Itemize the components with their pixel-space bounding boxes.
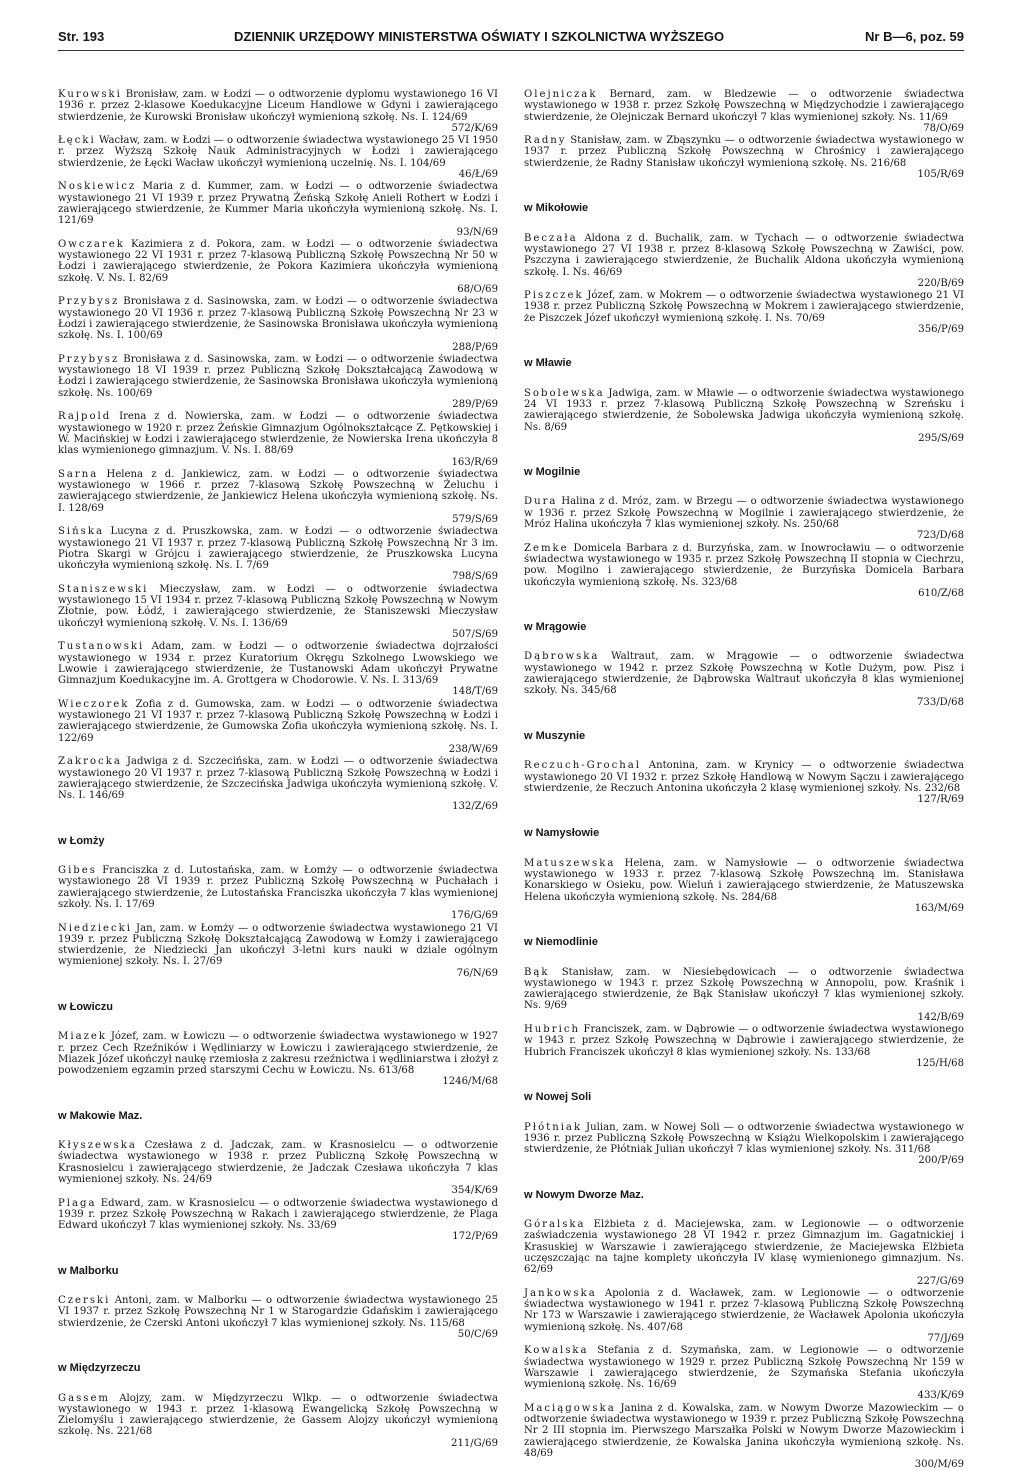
entry-reference: 93/N/69 bbox=[456, 226, 498, 238]
notice-entry bbox=[524, 1288, 964, 1344]
notice-entry bbox=[524, 1122, 964, 1167]
entry-reference: 46/Ł/69 bbox=[458, 169, 498, 181]
columns bbox=[58, 89, 964, 1471]
entry-reference: 125/H/68 bbox=[916, 1057, 964, 1069]
town-heading: w Mrągowie bbox=[524, 621, 587, 634]
town-heading: w Międzyrzeczu bbox=[58, 1362, 141, 1375]
entry-text: Jan, zam. w Łomży — o odtworzenie świadectwa wystawionego 21 VI 1939 r. przez Publiczną Szkołę Dokształcającą Zawodową w Łomży i zawierającego stwierdzenie, że Niedziecki Jan ukończył 3-letni kurs nauki w dziale ogólnym wymienionej szkoły. Ns. I. 27/69 bbox=[58, 922, 498, 968]
notice-entry bbox=[58, 865, 498, 921]
entry-reference: 127/R/69 bbox=[917, 794, 964, 806]
entry-text: Maria z d. Kummer, zam. w Łodzi — o odtworzenie świadectwa wystawionego 21 VI 1939 r. przez Prywatną Żeńską Szkołę Anieli Rothert w Łodzi i zawierającego stwierdzenie, że Kummer Maria ukończyła wymienioną szkołę. Ns. I. 121/69 bbox=[58, 181, 498, 227]
entry-reference: 163/R/69 bbox=[451, 456, 498, 468]
entry-surname: Dąbrowska bbox=[524, 651, 600, 663]
entry-text: Helena z d. Jankiewicz, zam. w Łodzi — o odtworzenie świadectwa wystawionego w 1966 r. przez 7-klasową Szkołę Powszechną w Żeluchu i zawierającego stwierdzenie, że Jankiewicz Helena ukończyła wymienioną szkołę. Ns. I. 128/69 bbox=[58, 468, 498, 514]
notice-entry bbox=[524, 290, 964, 335]
notice-entry bbox=[58, 584, 498, 640]
notice-entry bbox=[524, 388, 964, 444]
entry-text: Józef, zam. w Mokrem — o odtworzenie świadectwa wystawionego 21 VI 1938 r. przez Publiczną Szkołę Powszechną w Mokrem i zawierającego stwierdzenie, że Piszczek Józef ukończył wymienioną szkołę. I. Ns. 70/69 bbox=[524, 290, 964, 324]
entry-reference: 77/J/69 bbox=[927, 1333, 964, 1344]
page-header bbox=[58, 24, 964, 51]
entry-text: Julian, zam. w Nowej Soli — o odtworzenie świadectwa wystawionego w 1936 r. przez Publiczną Szkołę Powszechną w Książu Wielkopolskim i zawierającego stwierdzenie, że Płótniak Julian ukończył 7 klas wymienionej szkoły. Ns. 311/68 bbox=[524, 1121, 964, 1156]
notice-entry bbox=[58, 469, 498, 525]
town-heading: w Łomży bbox=[58, 834, 105, 847]
entry-reference: 211/G/69 bbox=[451, 1437, 498, 1449]
entry-text: Aldona z d. Buchalik, zam. w Tychach — o odtworzenie świadectwa wystawionego 27 VI 1938 r. przez 8-klasową Szkołę Powszechną w Zawiści, pow. Pszczyna i zawierającego stwierdzenie, że Buchalik Aldona ukończyła wymienioną szkołę. I. Ns. 46/69 bbox=[524, 232, 964, 278]
entry-text: Irena z d. Nowierska, zam. w Łodzi — o odtworzenie świadectwa wystawionego w 1920 r. przez Żeńskie Gimnazjum Ogólnokształcące Z. Pętkowskiej i W. Macińskiej w Łodzi i zawierającego stwierdzenie, że Nowierska Irena ukończyła 8 klas wymienionego gimnazjum. V. Ns. I. 88/69 bbox=[58, 411, 498, 457]
notice-entry bbox=[524, 1403, 964, 1471]
entry-reference: 295/S/69 bbox=[918, 432, 964, 444]
entry-surname: Tustanowski bbox=[58, 641, 145, 653]
entry-reference: 579/S/69 bbox=[452, 513, 498, 525]
entry-surname: Kłyszewska bbox=[58, 1140, 137, 1152]
notice-entry bbox=[58, 1393, 498, 1449]
entry-text: Wacław, zam. w Łodzi — o odtworzenie świadectwa wystawionego 25 VI 1950 r. przez Wyższą Szkołę Nauk Administracyjnych w Łodzi i zawierającego stwierdzenie, że Łęcki Wacław ukończył wymienioną uczelnię. Ns. I. 104/69 bbox=[58, 135, 498, 169]
town-heading: w Mogilnie bbox=[524, 466, 581, 479]
entry-text: Franciszka z d. Lutostańska, zam. w Łomży — o odtworzenie świadectwa wystawionego 28 VI 1939 r. przez Publiczną Szkołę Powszechną w Puchałach i zawierającego stwierdzenie, że Lutostańska Franciszka ukończyła 7 klas wymienionej szkoły. Ns. I. 17/69 bbox=[58, 865, 498, 910]
entry-reference: 148/T/69 bbox=[452, 686, 498, 698]
entry-surname: Hubrich bbox=[524, 1024, 580, 1036]
entry-surname: Zakrocka bbox=[58, 756, 122, 768]
entry-surname: Kowalska bbox=[524, 1345, 589, 1357]
left-column bbox=[58, 89, 498, 1471]
entry-text: Antoni, zam. w Malborku — o odtworzenie świadectwa wystawionego 25 VI 1937 r. przez Szkołę Powszechną Nr 1 w Starogardzie Gdańskim i zawierającego stwierdzenie, że Czerski Antoni ukończył 7 klas wymienionej szkoły. Ns. 115/68 bbox=[58, 1295, 498, 1329]
notice-entry bbox=[58, 411, 498, 467]
town-heading: w Niemodlinie bbox=[524, 936, 598, 949]
entry-reference: 78/O/69 bbox=[923, 122, 964, 134]
notice-entry bbox=[58, 526, 498, 582]
entry-surname: Bąk bbox=[524, 966, 550, 978]
entry-surname: Owczarek bbox=[58, 238, 125, 250]
notice-entry bbox=[58, 181, 498, 237]
town-heading: w Muszynie bbox=[524, 729, 586, 742]
entry-text: Bronisława z d. Sasinowska, zam. w Łodzi — o odtworzenie świadectwa wystawionego 18 VI 1939 r. przez Publiczną Szkołę Dokształcającą Zawodową w Łodzi i zawierającego stwierdzenie, że Sasinowska Bronisława ukończyła wymienioną szkołę. Ns. 100/69 bbox=[58, 353, 498, 399]
entry-surname: Sińska bbox=[58, 526, 104, 538]
notice-entry bbox=[524, 1024, 964, 1069]
notice-entry bbox=[524, 543, 964, 599]
entry-surname: Radny bbox=[524, 135, 567, 147]
entry-text: Bronisława z d. Sasinowska, zam. w Łodzi — o odtworzenie świadectwa wystawionego 20 VI 1936 r. przez 7-klasową Publiczną Szkołę Powszechną Nr 23 w Łodzi i zawierającego stwierdzenie, że Sasinowska Bronisława ukończyła wymienioną szkołę. Ns. I. 100/69 bbox=[58, 296, 498, 342]
entry-text: Apolonia z d. Wacławek, zam. w Legionowie — o odtworzenie świadectwa wystawionego w 1941 r. przez 7-klasową Publiczną Szkołę Powszechną Nr 173 w Warszawie i zawierającego stwierdzenie, że Wacławek Apolonia ukończyła wymienioną szkołę. Ns. 407/68 bbox=[524, 1287, 964, 1333]
entry-text: Jadwiga, zam. w Mławie — o odtworzenie świadectwa wystawionego 24 VI 1933 r. przez 7-klasową Publiczną Szkołę Powszechną w Szreńsku i zawierającego stwierdzenie, że Sobolewska Jadwiga ukończyła wymienioną szkołę. Ns. 8/69 bbox=[524, 387, 964, 433]
notice-entry bbox=[58, 756, 498, 812]
entry-text: Jadwiga z d. Szczecińska, zam. w Łodzi — o odtworzenie świadectwa wystawionego 20 VI 1937 r. przez 7-klasową Publiczną Szkołę Powszechną w Łodzi i zawierającego stwierdzenie, że Szczecińska Jadwiga ukończyła wymienioną szkołę. V. Ns. I. 146/69 bbox=[58, 756, 498, 802]
notice-entry bbox=[58, 239, 498, 295]
entry-reference: 723/D/68 bbox=[916, 530, 964, 542]
entry-text: Waltraut, zam. w Mrągowie — o odtworzenie świadectwa wystawionego w 1942 r. przez Szkołę Powszechną w Kotle Dużym, pow. Pisz i zawierającego stwierdzenie, że Dąbrowska Waltraut ukończyła 8 klas wymienionej szkoły. Ns. 345/68 bbox=[524, 651, 964, 697]
entry-surname: Przybysz bbox=[58, 296, 120, 308]
entry-text: Helena, zam. w Namysłowie — o odtworzenie świadectwa wystawionego w 1933 r. przez 7-klasową Szkołę Powszechną im. Stanisława Konarskiego w Osieku, pow. Wieluń i zawierającego stwierdzenie, że Matuszewska Helena ukończyła wymienioną szkołę. Ns. 284/68 bbox=[524, 857, 964, 903]
entry-text: Mieczysław, zam. w Łodzi — o odtworzenie świadectwa wystawionego 15 VI 1934 r. przez 7-klasową Publiczną Szkołę Powszechną w Nowym Złotnie, pow. Łódź, i zawierającego stwierdzenie, że Staniszewski Mieczysław ukończył wymienioną szkołę. V. Ns. I. 136/69 bbox=[58, 583, 498, 629]
notice-entry bbox=[524, 1345, 964, 1401]
entry-surname: Jankowska bbox=[524, 1287, 597, 1299]
notice-entry bbox=[58, 641, 498, 697]
notice-entry bbox=[58, 923, 498, 979]
notice-entry bbox=[524, 651, 964, 707]
notice-entry bbox=[524, 496, 964, 541]
entry-surname: Reczuch-Grochal bbox=[524, 760, 641, 772]
notice-entry bbox=[58, 354, 498, 410]
notice-entry bbox=[524, 858, 964, 914]
entry-reference: 798/S/69 bbox=[452, 571, 498, 583]
town-heading: w Makowie Maz. bbox=[58, 1109, 143, 1122]
entry-reference: 354/K/69 bbox=[451, 1185, 498, 1197]
entry-reference: 200/P/69 bbox=[918, 1155, 964, 1167]
page-number: Str. 193 bbox=[58, 29, 105, 44]
entry-reference: 68/O/69 bbox=[457, 284, 498, 296]
entry-reference: 50/C/69 bbox=[457, 1328, 498, 1340]
entry-surname: Plaga bbox=[58, 1197, 97, 1209]
entry-surname: Piszczek bbox=[524, 290, 584, 302]
notice-entry bbox=[524, 89, 964, 134]
entry-reference: 356/P/69 bbox=[918, 324, 964, 336]
entry-surname: Zemke bbox=[524, 542, 569, 554]
entry-reference: 238/W/69 bbox=[448, 743, 498, 755]
notice-entry bbox=[58, 135, 498, 180]
entry-text: Zofia z d. Gumowska, zam. w Łodzi — o odtworzenie świadectwa wystawionego 21 VI 1937 r. przez 7-klasową Publiczną Szkołę Powszechną w Łodzi i zawierającego stwierdzenie, że Gumowska Zofia ukończyła wymienioną szkołę. Ns. I. 122/69 bbox=[58, 698, 498, 744]
notice-entry bbox=[58, 89, 498, 134]
notice-entry bbox=[524, 1219, 964, 1287]
entry-text: Halina z d. Mróz, zam. w Brzegu — o odtworzenie świadectwa wystawionego w 1936 r. przez Szkołę Powszechną w Mogilnie i zawierającego stwierdzenie, że Mróz Halina ukończyła 7 klas wymienionej szkoły. Ns. 250/68 bbox=[524, 496, 964, 531]
entry-reference: 220/B/69 bbox=[917, 277, 964, 289]
entry-reference: 433/K/69 bbox=[917, 1390, 964, 1402]
entry-surname: Sobolewska bbox=[524, 387, 605, 399]
entry-surname: Sarna bbox=[58, 468, 99, 480]
entry-reference: 289/P/69 bbox=[452, 399, 498, 411]
entry-surname: Niedziecki bbox=[58, 922, 133, 934]
notice-entry bbox=[524, 760, 964, 805]
notice-entry bbox=[524, 967, 964, 1023]
entry-reference: 610/Z/68 bbox=[918, 587, 964, 599]
entry-reference: 1246/M/68 bbox=[442, 1076, 498, 1088]
entry-text: Stefania z d. Szymańska, zam. w Legionowie — o odtworzenie świadectwa wystawionego w 1929 r. przez Publiczną Szkołę Powszechną Nr 159 w Warszawie i zawierającego stwierdzenie, że Szymańska Stefania ukończyła wymienioną szkołę. Ns. 16/69 bbox=[524, 1345, 964, 1391]
entry-reference: 172/P/69 bbox=[452, 1231, 498, 1243]
entry-text: Lucyna z d. Pruszkowska, zam. w Łodzi — o odtworzenie świadectwa wystawionego 21 VI 1937 r. przez 7-klasową Publiczną Szkołę Powszechną Nr 3 im. Piotra Skargi w Grójcu i zawierającego stwierdzenie, że Pruszkowska Lucyna ukończyła wymienioną szkołę. Ns. I. 7/69 bbox=[58, 526, 498, 572]
entry-text: Franciszek, zam. w Dąbrowie — o odtworzenie świadectwa wystawionego w 1943 r. przez Szkołę Powszechną w Dąbrowie i zawierającego stwierdzenie, że Hubrich Franciszek ukończył 8 klas wymienionej szkoły. Ns. 133/68 bbox=[524, 1024, 964, 1058]
journal-title: DZIENNIK URZĘDOWY MINISTERSTWA OŚWIATY I SZKOLNICTWA WYŻSZEGO bbox=[234, 29, 725, 44]
entry-text: Stanisław, zam. w Zbąszynku — o odtworzenie świadectwa wystawionego w 1937 r. przez Publiczną Szkołę Powszechną w Chrośnicy i zawierającego stwierdzenie, że Radny Stanisław ukończył wymienioną szkołę. Ns. 216/68 bbox=[524, 135, 964, 169]
entry-surname: Gibes bbox=[58, 865, 97, 877]
notice-entry bbox=[58, 699, 498, 755]
entry-surname: Kurowski bbox=[58, 89, 122, 100]
entry-surname: Maciągowska bbox=[524, 1402, 616, 1414]
entry-surname: Łęcki bbox=[58, 135, 96, 147]
entry-text: Bronisław, zam. w Łodzi — o odtworzenie dyplomu wystawionego 16 VI 1936 r. przez 2-klasowe Koedukacyjne Liceum Handlowe w Gdyni i zawierającego stwierdzenie, że Kurowski Bronisław ukończył wymienioną szkołę. Ns. I. 124/69 bbox=[58, 89, 498, 123]
entry-text: Edward, zam. w Krasnosielcu — o odtworzenie świadectwa wystawionego d 1939 r. przez Szkołę Powszechną w Rakach i zawierającego stwierdzenie, że Plaga Edward ukończył 7 klas wymienionej szkoły. Ns. 33/69 bbox=[58, 1197, 498, 1232]
town-heading: w Mławie bbox=[524, 357, 572, 370]
entry-text: Czesława z d. Jadczak, zam. w Krasnosielcu — o odtworzenie świadectwa wystawionego w 1938 r. przez Publiczną Szkołę Powszechną w Krasnosielcu i zawierającego stwierdzenie, że Jadczak Czesława ukończyła 7 klas wymienionej szkoły. Ns. 24/69 bbox=[58, 1140, 498, 1185]
entry-reference: 733/D/68 bbox=[916, 696, 964, 708]
entry-text: Bernard, zam. w Bledzewie — o odtworzenie świadectwa wystawionego w 1938 r. przez Szkołę Powszechną w Międzychodzie i zawierającego stwierdzenie, że Olejniczak Bernard ukończył 7 klas wymienionej szkoły. Ns. 11/69 bbox=[524, 89, 964, 123]
notice-entry bbox=[524, 135, 964, 180]
town-heading: w Mikołowie bbox=[524, 202, 589, 215]
entry-reference: 163/M/69 bbox=[914, 902, 964, 914]
notice-entry bbox=[58, 1031, 498, 1087]
entry-surname: Matuszewska bbox=[524, 857, 616, 869]
entry-text: Elżbieta z d. Maciejewska, zam. w Legionowie — o odtworzenie zaświadczenia wystawionego 28 VI 1942 r. przez Gimnazjum im. Gagatnickiej i Krasuskiej w Warszawie i zawierającego stwierdzenie, że Maciejewska Elżbieta uczęszczając na tajne komplety ukończyła IV klasę wymienionego gimnazjum. Ns. 62/69 bbox=[524, 1219, 964, 1276]
entry-text: Alojzy, zam. w Międzyrzeczu Wlkp. — o odtworzenie świadectwa wystawionego w 1943 r. przez 1-klasową Ewangelicką Szkołę Powszechną w Zielomyślu i zawierającego stwierdzenie, że Gassem Alojzy ukończył wymienioną szkołę. Ns. 221/68 bbox=[58, 1392, 498, 1438]
entry-surname: Gassem bbox=[58, 1392, 110, 1404]
entry-reference: 227/G/69 bbox=[917, 1275, 964, 1287]
entry-text: Stanisław, zam. w Niesiebędowicach — o odtworzenie świadectwa wystawionego w 1943 r. przez Szkołę Powszechną w Annopolu, pow. Kraśnik i zawierającego stwierdzenie, że Bąk Stanisław ukończył 7 klas wymienionej szkoły. Ns. 9/69 bbox=[524, 966, 964, 1012]
entry-reference: 288/P/69 bbox=[452, 341, 498, 353]
entry-text: Adam, zam. w Łodzi — o odtworzenie świadectwa dojrzałości wystawionego w 1934 r. przez Kuratorium Okręgu Szkolnego Lwowskiego we Lwowie i zawierającego stwierdzenie, że Tustanowski Adam ukończył Prywatne Gimnazjum Koedukacyjne im. A. Grottgera w Chodorowie. V. Ns. I. 313/69 bbox=[58, 641, 498, 687]
entry-surname: Wieczorek bbox=[58, 698, 130, 710]
entry-surname: Dura bbox=[524, 496, 558, 508]
entry-surname: Przybysz bbox=[58, 353, 120, 365]
document-page bbox=[58, 24, 964, 1471]
entry-surname: Rajpold bbox=[58, 411, 112, 423]
entry-text: Domicela Barbara z d. Burzyńska, zam. w Inowrocławiu — o odtworzenie świadectwa wystawionego w 1935 r. przez Szkołę Powszechną II stopnia w Ciechrzu, pow. Mogilno i zawierającego stwierdzenie, że Burzyńska Domicela Barbara ukończyła wymienioną szkołę. Ns. 323/68 bbox=[524, 542, 964, 588]
entry-surname: Płótniak bbox=[524, 1121, 583, 1133]
notice-entry bbox=[524, 233, 964, 289]
entry-surname: Czerski bbox=[58, 1295, 111, 1307]
town-heading: w Nowej Soli bbox=[524, 1091, 592, 1104]
entry-reference: 507/S/69 bbox=[452, 628, 498, 640]
entry-reference: 142/B/69 bbox=[917, 1011, 964, 1023]
entry-surname: Miazek bbox=[58, 1031, 107, 1043]
entry-reference: 176/G/69 bbox=[451, 910, 498, 922]
issue-position: Nr B—6, poz. 59 bbox=[865, 29, 964, 44]
entry-reference: 132/Z/69 bbox=[452, 801, 498, 813]
notice-entry bbox=[58, 1140, 498, 1196]
town-heading: w Namysłowie bbox=[524, 827, 600, 840]
entry-surname: Staniszewski bbox=[58, 583, 149, 595]
entry-text: Józef, zam. w Łowiczu — o odtworzenie świadectwa wystawionego w 1927 r. przez Cech Rzeźników i Wędliniarzy w Łowiczu i zawierającego stwierdzenie, że Miazek Józef ukończył naukę rzemiosła z zakresu rzeźnictwa i wędliniarstwa i złożył z powodzeniem egzamin przed starszymi Cechu w Łowiczu. Ns. 613/68 bbox=[58, 1031, 498, 1077]
entry-surname: Góralska bbox=[524, 1219, 586, 1231]
entry-reference: 76/N/69 bbox=[456, 967, 498, 979]
entry-reference: 572/K/69 bbox=[451, 122, 498, 134]
entry-surname: Olejniczak bbox=[524, 89, 598, 100]
town-heading: w Malborku bbox=[58, 1264, 119, 1277]
entry-reference: 105/R/69 bbox=[917, 169, 964, 181]
notice-entry bbox=[58, 1295, 498, 1340]
notice-entry bbox=[58, 1198, 498, 1243]
town-heading: w Łowiczu bbox=[58, 1000, 113, 1013]
right-column bbox=[524, 89, 964, 1471]
entry-reference: 300/M/69 bbox=[914, 1459, 964, 1471]
entry-text: Antonina, zam. w Krynicy — o odtworzenie świadectwa wystawionego 20 VI 1932 r. przez Szkołę Handlową w Nowym Sączu i zawierającego stwierdzenie, że Reczuch Antonina ukończyła 2 klasę wymienionej szkoły. Ns. 232/68 bbox=[524, 760, 964, 794]
entry-text: Janina z d. Kowalska, zam. w Nowym Dworze Mazowieckim — o odtworzenie świadectwa wystawionego w 1939 r. przez Publiczną Szkołę Powszechną Nr 2 III stopnia im. Pierwszego Marszałka Polski w Nowym Dworze Mazowieckim i zawierającego stwierdzenie, że Kowalska Janina ukończyła wymienioną szkołę. Ns. 48/69 bbox=[524, 1402, 964, 1459]
notice-entry bbox=[58, 296, 498, 352]
town-heading: w Nowym Dworze Maz. bbox=[524, 1188, 644, 1201]
entry-text: Kazimiera z d. Pokora, zam. w Łodzi — o odtworzenie świadectwa wystawionego 22 VI 1931 r. przez 7-klasową Publiczną Szkołę Powszechną Nr 50 w Łodzi i zawierającego stwierdzenie, że Pokora Kazimiera ukończyła wymienioną szkołę. V. Ns. I. 82/69 bbox=[58, 238, 498, 284]
entry-surname: Noskiewicz bbox=[58, 181, 137, 193]
entry-surname: Beczała bbox=[524, 232, 578, 244]
